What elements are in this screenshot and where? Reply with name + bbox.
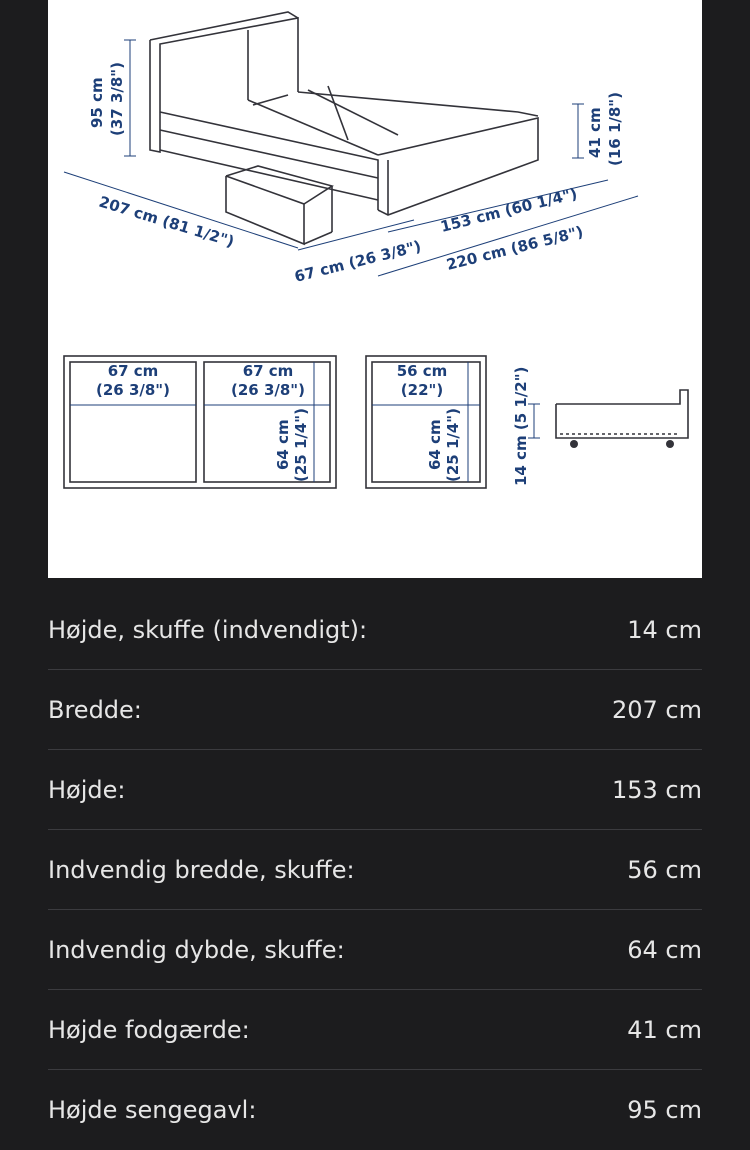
spec-value: 153 cm (611, 775, 702, 804)
spec-value: 56 cm (627, 855, 702, 884)
product-dimensions-figure (48, 0, 702, 578)
spec-label: Højde, skuffe (indvendigt): (48, 615, 368, 644)
spec-value: 64 cm (627, 935, 702, 964)
spec-label: Højde: (48, 775, 126, 804)
spec-row (48, 830, 702, 910)
spec-value: 41 cm (627, 1015, 702, 1044)
drawer-depth-label: 67 cm (26 3/8") (292, 237, 423, 286)
spec-row (48, 750, 702, 830)
inner-length-label: 153 cm (60 1/4") (438, 184, 580, 236)
panel3-depth-in-label: (25 1/4") (444, 408, 462, 482)
panel1-width-in-label: (26 3/8") (96, 381, 170, 399)
footboard-height-in-label: (16 1/8") (606, 92, 624, 166)
panel2-depth-in-label: (25 1/4") (292, 408, 310, 482)
spec-list (48, 590, 702, 1150)
spec-label: Indvendig dybde, skuffe: (48, 935, 345, 964)
headboard-height-label: 95 cm (88, 77, 106, 128)
spec-value: 95 cm (627, 1096, 702, 1124)
spec-row (48, 670, 702, 750)
spec-row (48, 1070, 702, 1150)
panel2-depth-label: 64 cm (274, 419, 292, 470)
total-length-label: 220 cm (86 5/8") (444, 222, 586, 274)
panel3-width-label: 56 cm (396, 362, 448, 380)
spec-label: Højde fodgærde: (48, 1015, 250, 1044)
spec-row (48, 590, 702, 670)
bed-dimension-drawing (48, 0, 702, 578)
panel1-width-label: 67 cm (107, 362, 159, 380)
headboard-height-in-label: (37 3/8") (108, 62, 126, 136)
spec-label: Indvendig bredde, skuffe: (48, 855, 355, 884)
panel2-width-in-label: (26 3/8") (231, 381, 305, 399)
spec-label: Bredde: (48, 695, 142, 724)
footboard-height-label: 41 cm (586, 107, 604, 158)
spec-row (48, 910, 702, 990)
spec-label: Højde sengegavl: (48, 1096, 257, 1124)
drawer-side-view (528, 390, 688, 448)
panel3-width-in-label: (22") (400, 381, 444, 399)
drawer-height-label: 14 cm (5 1/2") (512, 366, 530, 486)
spec-value: 207 cm (611, 695, 702, 724)
spec-value: 14 cm (627, 615, 702, 644)
spec-row (48, 990, 702, 1070)
panel3-depth-label: 64 cm (426, 419, 444, 470)
panel2-width-label: 67 cm (242, 362, 294, 380)
total-width-label: 207 cm (81 1/2") (96, 192, 237, 251)
